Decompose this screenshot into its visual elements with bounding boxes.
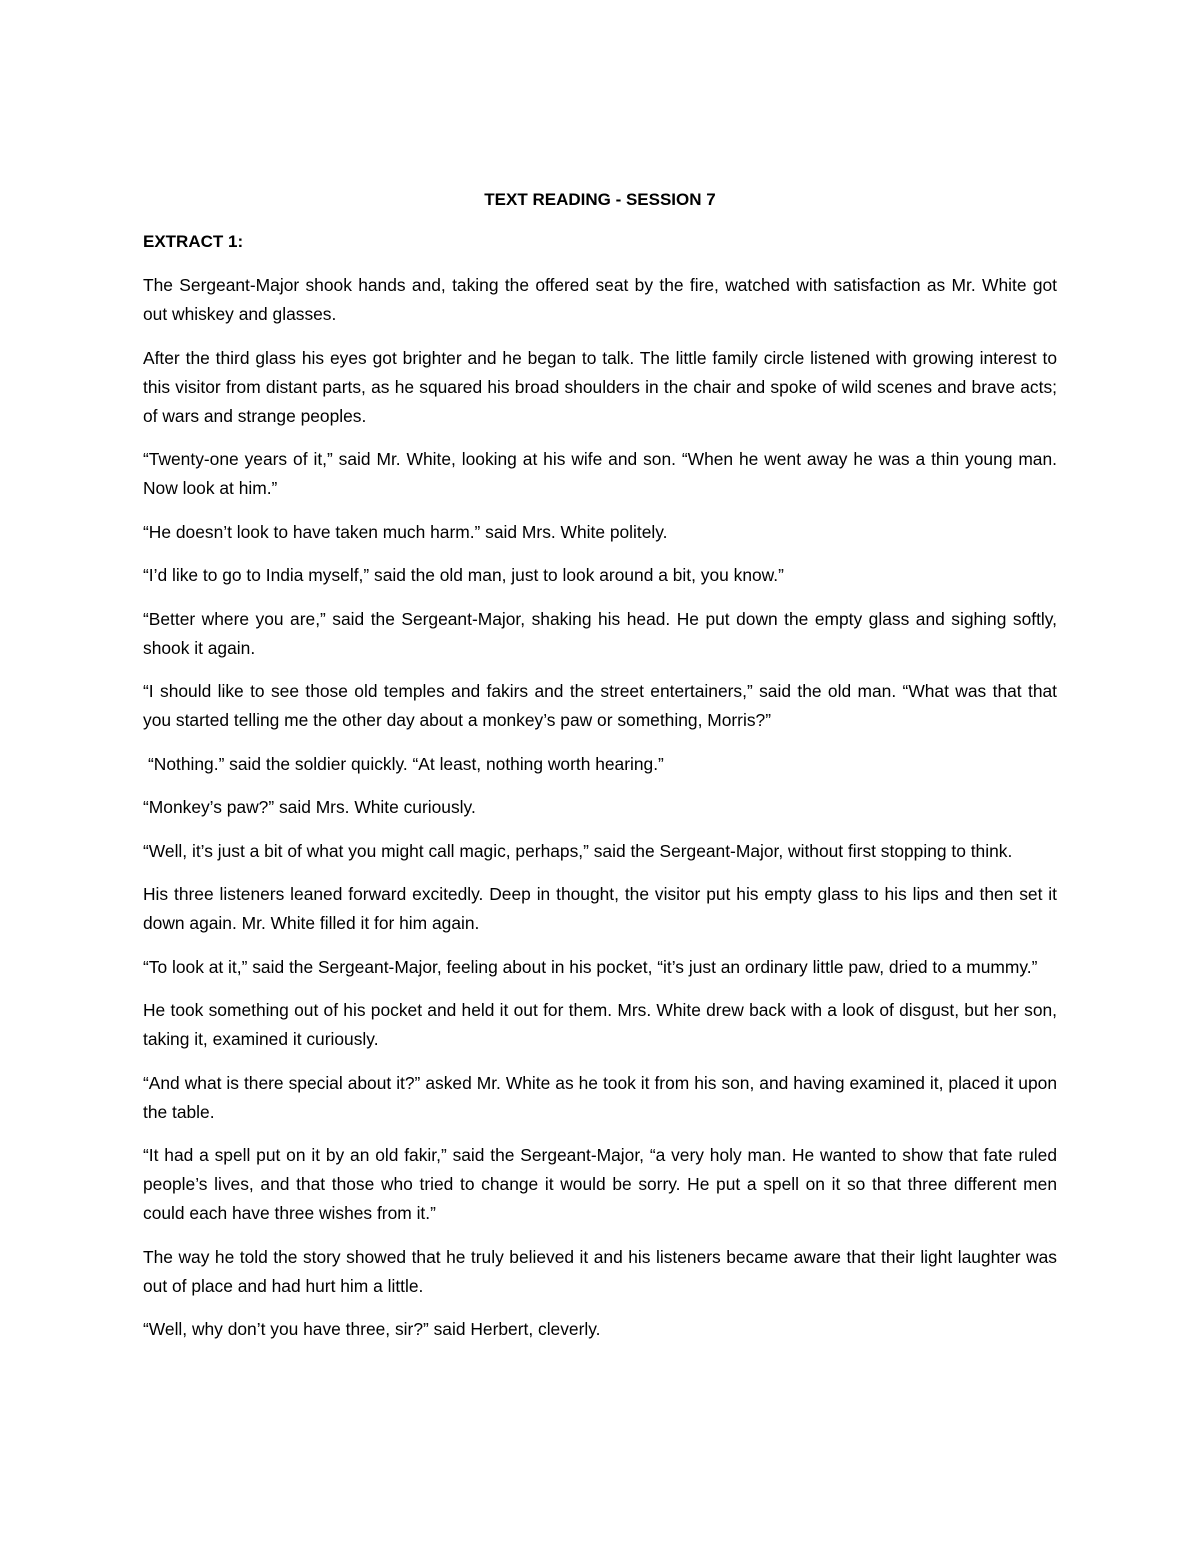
document-title: TEXT READING - SESSION 7 <box>484 190 716 209</box>
paragraph: The Sergeant-Major shook hands and, taking the offered seat by the fire, watched with satisfaction as Mr. White got out whiskey and glasses. <box>143 275 1057 324</box>
paragraph: His three listeners leaned forward excitedly. Deep in thought, the visitor put his empty glass to his lips and then set it down again. Mr. White filled it for him again. <box>143 884 1057 933</box>
document-page <box>143 186 1057 1359</box>
paragraph: “Twenty-one years of it,” said Mr. White, looking at his wife and son. “When he went away he was a thin young man. Now look at him.” <box>143 449 1057 498</box>
paragraph: “Well, it’s just a bit of what you might call magic, perhaps,” said the Sergeant-Major, without first stopping to think. <box>143 840 1013 861</box>
paragraph: After the third glass his eyes got brighter and he began to talk. The little family circle listened with growing interest to this visitor from distant parts, as he squared his broad shoulders in the chair and spoke of wild scenes and brave acts; of wars and strange peoples. <box>143 347 1057 426</box>
paragraph: “Monkey’s paw?” said Mrs. White curiously. <box>143 797 476 817</box>
paragraph: “And what is there special about it?” asked Mr. White as he took it from his son, and having examined it, placed it upon the table. <box>143 1072 1057 1122</box>
paragraph: “He doesn’t look to have taken much harm.” said Mrs. White politely. <box>143 521 668 542</box>
paragraph: “Well, why don’t you have three, sir?” said Herbert, cleverly. <box>143 1319 601 1339</box>
paragraph: The way he told the story showed that he truly believed it and his listeners became aware that their light laughter was out of place and had hurt him a little. <box>143 1246 1057 1296</box>
paragraph: He took something out of his pocket and held it out for them. Mrs. White drew back with a look of disgust, but her son, taking it, examined it curiously. <box>143 1000 1057 1049</box>
paragraph: “It had a spell put on it by an old fakir,” said the Sergeant-Major, “a very holy man. He wanted to show that fate ruled people’s lives, and that those who tried to change it would be sorry. He put a spell on it so that three different men could each have three wishes from it.” <box>143 1145 1057 1223</box>
paragraph: “To look at it,” said the Sergeant-Major, feeling about in his pocket, “it’s just an ordinary little paw, dried to a mummy.” <box>143 956 1038 977</box>
paragraph: “I should like to see those old temples and fakirs and the street entertainers,” said the old man. “What was that that you started telling me the other day about a monkey’s paw or something, Morris?” <box>143 681 1057 730</box>
extract-label: EXTRACT 1: <box>143 232 244 251</box>
paragraph: “I’d like to go to India myself,” said the old man, just to look around a bit, you know.” <box>143 565 784 585</box>
paragraph: “Better where you are,” said the Sergeant-Major, shaking his head. He put down the empty glass and sighing softly, shook it again. <box>143 608 1057 658</box>
paragraph: “Nothing.” said the soldier quickly. “At least, nothing worth hearing.” <box>148 753 664 774</box>
